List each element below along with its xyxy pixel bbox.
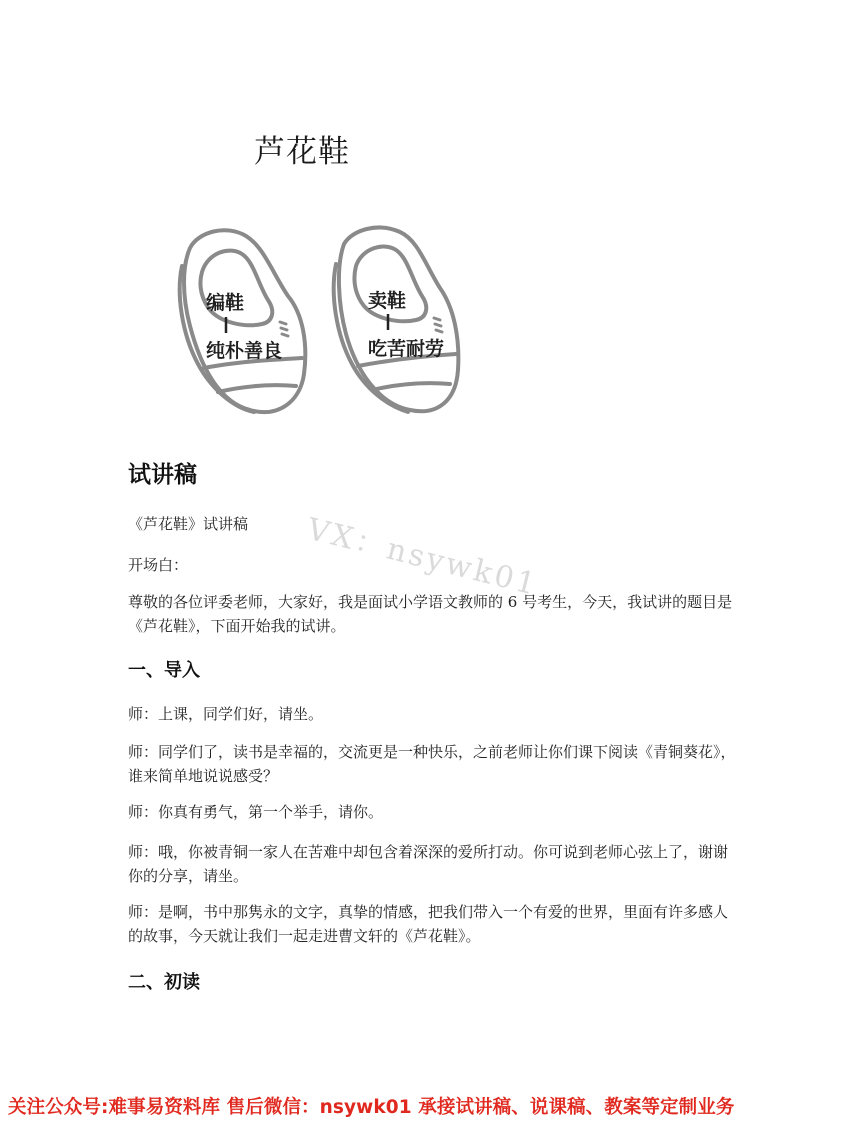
right-shoe-bottom-label: 吃苦耐劳 [368,338,445,360]
right-shoe-outline [334,228,459,412]
section-title-first-reading: 二、初读 [128,972,200,993]
footer-banner: 关注公众号:难事易资料库 售后微信：nsywk01 承接试讲稿、说课稿、教案等定制业务 [8,1097,735,1118]
shoe-illustration [168,214,468,424]
figure-title: 芦花鞋 [254,134,350,170]
opening-paragraph: 尊敬的各位评委老师，大家好，我是面试小学语文教师的 6 号考生，今天，我试讲的题目是《芦花鞋》，下面开始我的试讲。 [128,593,733,635]
right-shoe-top-label: 卖鞋 [368,290,407,312]
left-shoe-top-label: 编鞋 [206,292,245,314]
doc-heading: 试讲稿 [128,462,197,488]
paragraph-5: 师：是啊，书中那隽永的文字，真挚的情感，把我们带入一个有爱的世界，里面有许多感人的故事，今天就让我们一起走进曹文轩的《芦花鞋》。 [128,903,729,945]
paragraph-2: 师：同学们了，读书是幸福的，交流更是一种快乐，之前老师让你们课下阅读《青铜葵花》，谁来简单地说说感受？ [128,743,736,785]
opening-label: 开场白： [128,556,189,574]
section-title-intro: 一、导入 [128,660,200,681]
left-shoe-outline [180,230,306,412]
watermark: VX：nsywk01 [303,511,542,603]
paragraph-4: 师：哦，你被青铜一家人在苦难中却包含着深深的爱所打动。你可说到老师心弦上了，谢谢你的分享，请坐。 [128,843,729,885]
left-shoe-bottom-label: 纯朴善良 [206,340,283,362]
paragraph-1: 师：上课，同学们好，请坐。 [128,705,324,723]
doc-subtitle: 《芦花鞋》试讲稿 [128,515,249,533]
paragraph-3: 师：你真有勇气，第一个举手，请你。 [128,803,384,821]
